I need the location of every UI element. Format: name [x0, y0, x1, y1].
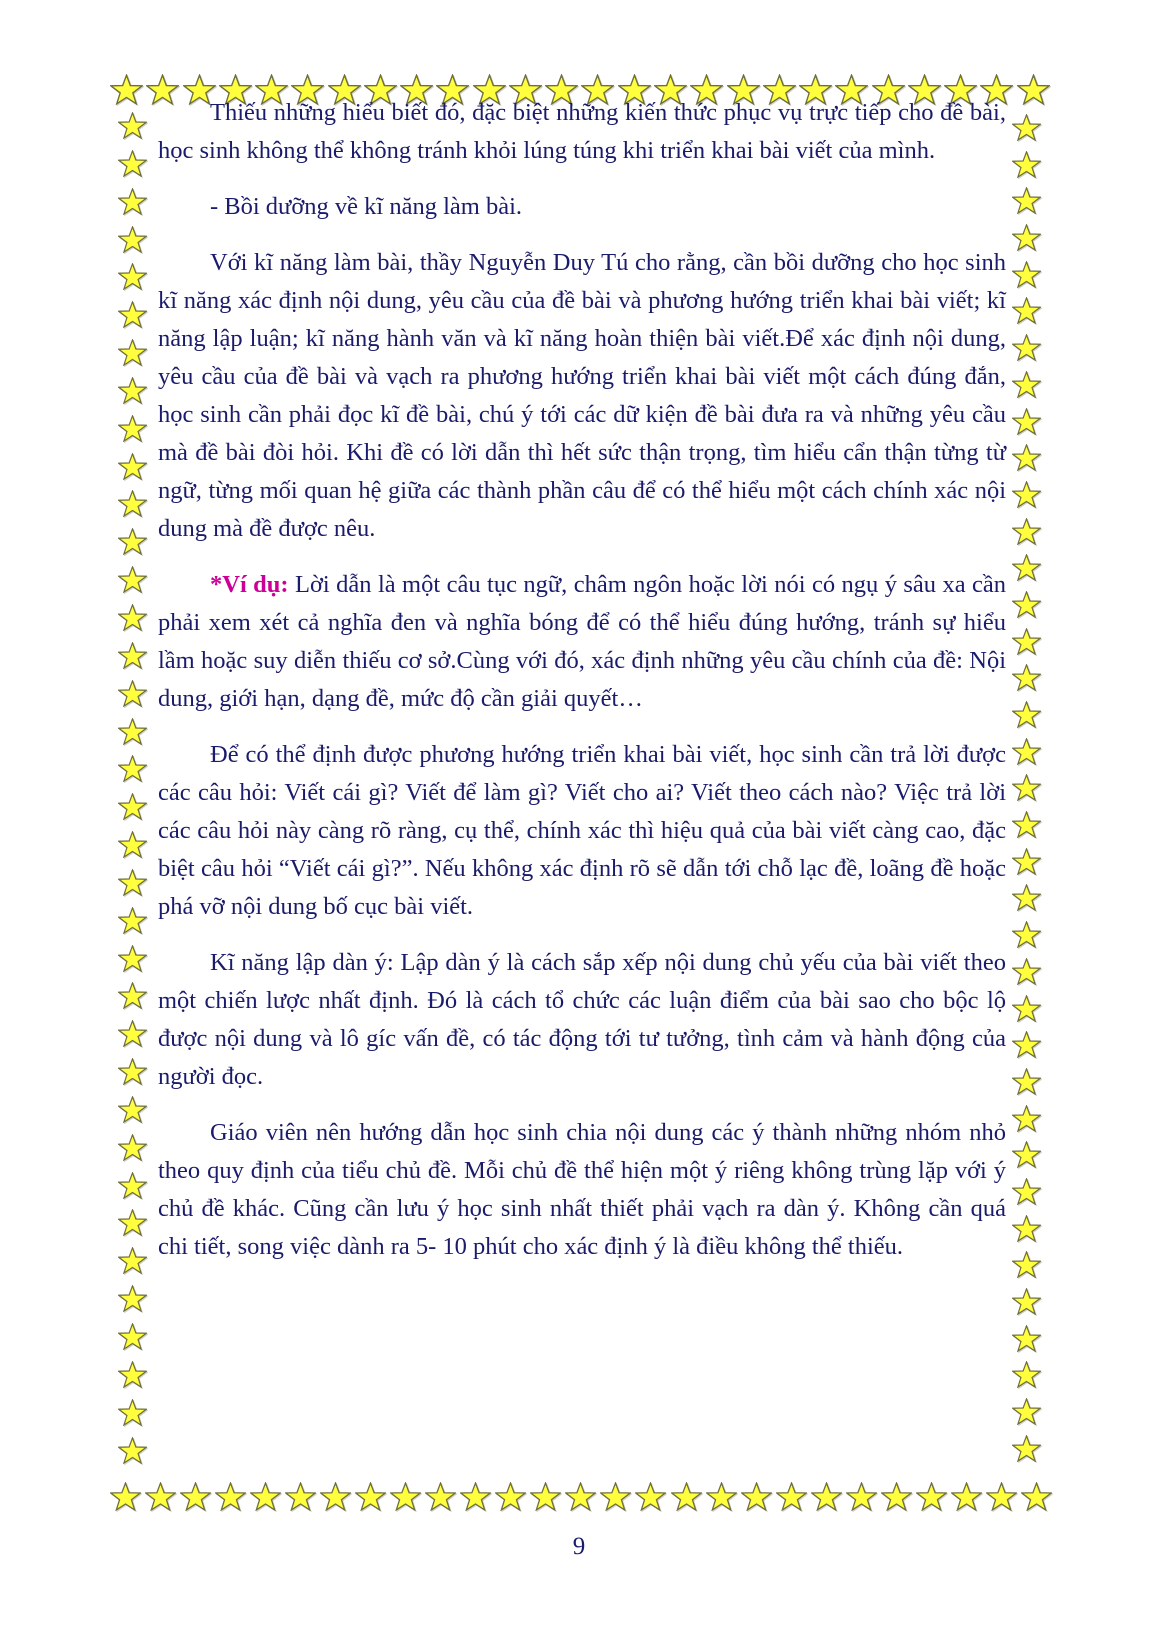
- star-icon: [118, 112, 147, 139]
- star-icon: [145, 1482, 176, 1511]
- star-icon: [118, 755, 147, 782]
- star-icon: [118, 680, 147, 707]
- star-icon: [1012, 701, 1041, 728]
- star-icon: [390, 1482, 421, 1511]
- paragraph-example: [158, 566, 1006, 718]
- example-label: *Ví dụ:: [210, 571, 289, 598]
- star-icon: [1012, 1325, 1041, 1352]
- star-icon: [118, 604, 147, 631]
- star-icon: [1012, 1251, 1041, 1278]
- star-icon: [1012, 958, 1041, 985]
- star-icon: [118, 453, 147, 480]
- example-text: Lời dẫn là một câu tục ngữ, châm ngôn hoặc lời nói có ngụ ý sâu xa cần phải xem xét cả nghĩa đen và nghĩa bóng để có thể hiểu đúng hướng, tránh sự hiểu lầm hoặc suy diễn thiếu cơ sở.Cùng với đó, xác định những yêu cầu chính của đề: Nội dung, giới hạn, dạng đề, mức độ cần giải quyết…: [158, 571, 1006, 712]
- star-icon: [118, 642, 147, 669]
- star-border-right: [1008, 114, 1044, 1462]
- star-icon: [110, 1482, 141, 1511]
- page-number: 9: [572, 1533, 586, 1560]
- star-icon: [1012, 151, 1041, 178]
- star-icon: [1012, 591, 1041, 618]
- star-icon: [530, 1482, 561, 1511]
- star-icon: [600, 1482, 631, 1511]
- star-icon: [118, 1020, 147, 1047]
- star-icon: [355, 1482, 386, 1511]
- star-icon: [1012, 114, 1041, 141]
- star-icon: [118, 150, 147, 177]
- star-icon: [118, 490, 147, 517]
- paragraph-teacher-guide: Giáo viên nên hướng dẫn học sinh chia nội dung các ý thành những nhóm nhỏ theo quy định của tiểu chủ đề. Mỗi chủ đề thể hiện một ý riêng không trùng lặp với ý chủ đề khác. Cũng cần lưu ý học sinh nhất thiết phải vạch ra dàn ý. Không cần quá chi tiết, song việc dành ra 5- 10 phút cho xác định ý là điều không thể thiếu.: [158, 1119, 1006, 1260]
- star-icon: [460, 1482, 491, 1511]
- star-icon: [1012, 1398, 1041, 1425]
- star-border-bottom: [110, 1478, 1052, 1514]
- star-icon: [565, 1482, 596, 1511]
- paragraph-intro: Thiếu những hiểu biết đó, đặc biệt những kiến thức phục vụ trực tiếp cho đề bài, học sinh không thể không tránh khỏi lúng túng khi triển khai bài viết của mình.: [158, 99, 1006, 164]
- star-icon: [118, 831, 147, 858]
- star-icon: [1012, 481, 1041, 508]
- paragraph-outline: Kĩ năng lập dàn ý: Lập dàn ý là cách sắp xếp nội dung chủ yếu của bài viết theo một chiến lược nhất định. Đó là cách tổ chức các luận điểm của bài sao cho bộc lộ được nội dung và lô gíc vấn đề, có tác động tới tư tưởng, tình cảm và hành động của người đọc.: [158, 949, 1006, 1090]
- star-icon: [1012, 1288, 1041, 1315]
- star-icon: [215, 1482, 246, 1511]
- star-icon: [811, 1482, 842, 1511]
- star-icon: [916, 1482, 947, 1511]
- star-icon: [741, 1482, 772, 1511]
- star-icon: [118, 1209, 147, 1236]
- star-icon: [951, 1482, 982, 1511]
- star-icon: [118, 1285, 147, 1312]
- star-icon: [1012, 187, 1041, 214]
- star-icon: [118, 377, 147, 404]
- star-icon: [706, 1482, 737, 1511]
- star-icon: [1012, 297, 1041, 324]
- star-icon: [776, 1482, 807, 1511]
- star-icon: [1012, 811, 1041, 838]
- star-icon: [1012, 774, 1041, 801]
- star-icon: [1012, 554, 1041, 581]
- star-icon: [118, 226, 147, 253]
- star-icon: [1017, 74, 1050, 105]
- star-icon: [118, 339, 147, 366]
- star-icon: [285, 1482, 316, 1511]
- star-icon: [118, 415, 147, 442]
- star-icon: [1012, 628, 1041, 655]
- star-icon: [118, 1323, 147, 1350]
- star-icon: [118, 1096, 147, 1123]
- star-icon: [986, 1482, 1017, 1511]
- star-border-left: [114, 112, 150, 1464]
- star-icon: [495, 1482, 526, 1511]
- star-icon: [118, 528, 147, 555]
- star-icon: [118, 718, 147, 745]
- paragraph-skills: Với kĩ năng làm bài, thầy Nguyễn Duy Tú cho rằng, cần bồi dưỡng cho học sinh kĩ năng xác định nội dung, yêu cầu của đề bài và phương hướng triển khai bài viết; kĩ năng lập luận; kĩ năng hành văn và kĩ năng hoàn thiện bài viết.Để xác định nội dung, yêu cầu của đề bài và vạch ra phương hướng triển khai bài viết một cách đúng đắn, học sinh cần phải đọc kĩ đề bài, chú ý tới các dữ kiện đề bài đưa ra và những yêu cầu mà đề bài đòi hỏi. Khi đề có lời dẫn thì hết sức thận trọng, tìm hiểu cẩn thận từng từ ngữ, từng mối quan hệ giữa các thành phần câu để có thể hiểu một cách chính xác nội dung mà đề được nêu.: [158, 249, 1006, 542]
- star-icon: [118, 1172, 147, 1199]
- star-icon: [1012, 444, 1041, 471]
- star-icon: [250, 1482, 281, 1511]
- star-icon: [118, 1058, 147, 1085]
- star-icon: [118, 945, 147, 972]
- star-icon: [110, 74, 143, 105]
- star-icon: [118, 982, 147, 1009]
- star-icon: [118, 1399, 147, 1426]
- star-icon: [425, 1482, 456, 1511]
- star-icon: [118, 1437, 147, 1464]
- star-icon: [320, 1482, 351, 1511]
- star-icon: [1012, 224, 1041, 251]
- paragraph-bullet: - Bồi dưỡng về kĩ năng làm bài.: [210, 193, 523, 220]
- star-icon: [1012, 371, 1041, 398]
- star-icon: [1012, 664, 1041, 691]
- star-icon: [846, 1482, 877, 1511]
- text-block: [158, 94, 1006, 1284]
- star-icon: [1012, 1435, 1041, 1462]
- star-icon: [118, 566, 147, 593]
- star-icon: [1012, 1105, 1041, 1132]
- star-icon: [180, 1482, 211, 1511]
- star-icon: [1012, 1361, 1041, 1388]
- star-icon: [118, 1247, 147, 1274]
- star-icon: [1012, 738, 1041, 765]
- star-icon: [1012, 1068, 1041, 1095]
- star-icon: [671, 1482, 702, 1511]
- star-icon: [118, 188, 147, 215]
- star-icon: [1012, 1141, 1041, 1168]
- star-icon: [1021, 1482, 1052, 1511]
- star-icon: [118, 1361, 147, 1388]
- star-icon: [1012, 261, 1041, 288]
- star-icon: [1012, 921, 1041, 948]
- star-icon: [881, 1482, 912, 1511]
- star-icon: [1012, 1031, 1041, 1058]
- star-icon: [1012, 408, 1041, 435]
- star-icon: [1012, 995, 1041, 1022]
- star-icon: [1012, 884, 1041, 911]
- star-icon: [118, 301, 147, 328]
- star-icon: [118, 263, 147, 290]
- star-icon: [118, 869, 147, 896]
- star-icon: [1012, 848, 1041, 875]
- paragraph-questions: Để có thể định được phương hướng triển khai bài viết, học sinh cần trả lời được các câu hỏi: Viết cái gì? Viết để làm gì? Viết cho ai? Viết theo cách nào? Việc trả lời các câu hỏi này càng rõ ràng, cụ thể, chính xác thì hiệu quả của bài viết càng cao, đặc biệt câu hỏi “Viết cái gì?”. Nếu không xác định rõ sẽ dẫn tới chỗ lạc đề, loãng đề hoặc phá vỡ nội dung bố cục bài viết.: [158, 741, 1006, 920]
- star-icon: [118, 793, 147, 820]
- star-icon: [635, 1482, 666, 1511]
- star-icon: [1012, 1178, 1041, 1205]
- star-icon: [1012, 334, 1041, 361]
- star-icon: [118, 907, 147, 934]
- star-icon: [118, 1134, 147, 1161]
- star-icon: [1012, 1215, 1041, 1242]
- star-icon: [1012, 518, 1041, 545]
